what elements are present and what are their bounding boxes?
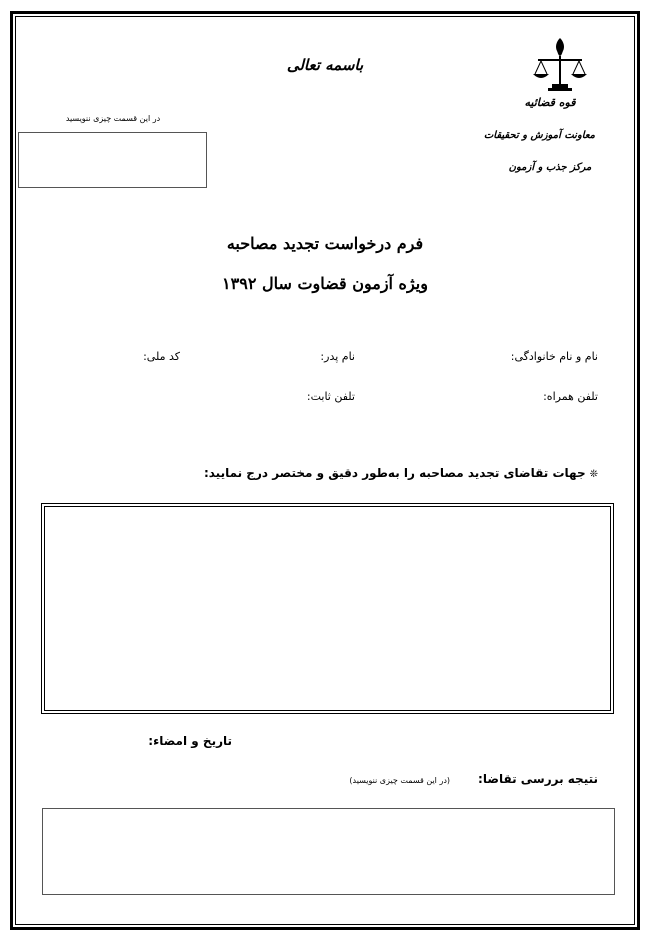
form-title: فرم درخواست تجدید مصاحبه bbox=[226, 234, 424, 253]
date-signature-label: تاریخ و امضاء: bbox=[148, 734, 232, 748]
mobile-phone-label: تلفن همراه: bbox=[543, 390, 598, 403]
review-result-box bbox=[42, 808, 615, 895]
bismillah-heading: باسمه تعالی bbox=[286, 56, 364, 74]
request-instruction bbox=[204, 466, 598, 480]
national-code-label: کد ملی: bbox=[143, 350, 180, 363]
review-result-note: (در این قسمت چیزی ننویسید) bbox=[349, 776, 450, 785]
office-use-note: در این قسمت چیزی ننویسید bbox=[65, 114, 161, 123]
request-reasons-box[interactable] bbox=[41, 503, 614, 714]
full-name-label: نام و نام خانوادگی: bbox=[510, 350, 598, 363]
office-use-box bbox=[18, 132, 207, 188]
bullet-star-icon: ❊ bbox=[589, 469, 598, 480]
landline-phone-label: تلفن ثابت: bbox=[306, 390, 355, 403]
review-result-label: نتیجه بررسی تقاضا: bbox=[478, 772, 598, 786]
request-instruction-text: جهات تقاضای تجدید مصاحبه را به‌طور دقیق و مختصر درج نمایید: bbox=[203, 466, 586, 480]
form-subtitle: ویژه آزمون قضاوت سال ۱۳۹۲ bbox=[222, 274, 428, 293]
judiciary-scales-emblem-icon bbox=[530, 36, 590, 94]
department-name-secondary: مرکز جذب و آزمون bbox=[508, 162, 592, 173]
organization-name: قوه قضائیه bbox=[524, 96, 576, 109]
father-name-label: نام پدر: bbox=[320, 350, 355, 363]
department-name-primary: معاونت آموزش و تحقیقات bbox=[483, 130, 595, 141]
